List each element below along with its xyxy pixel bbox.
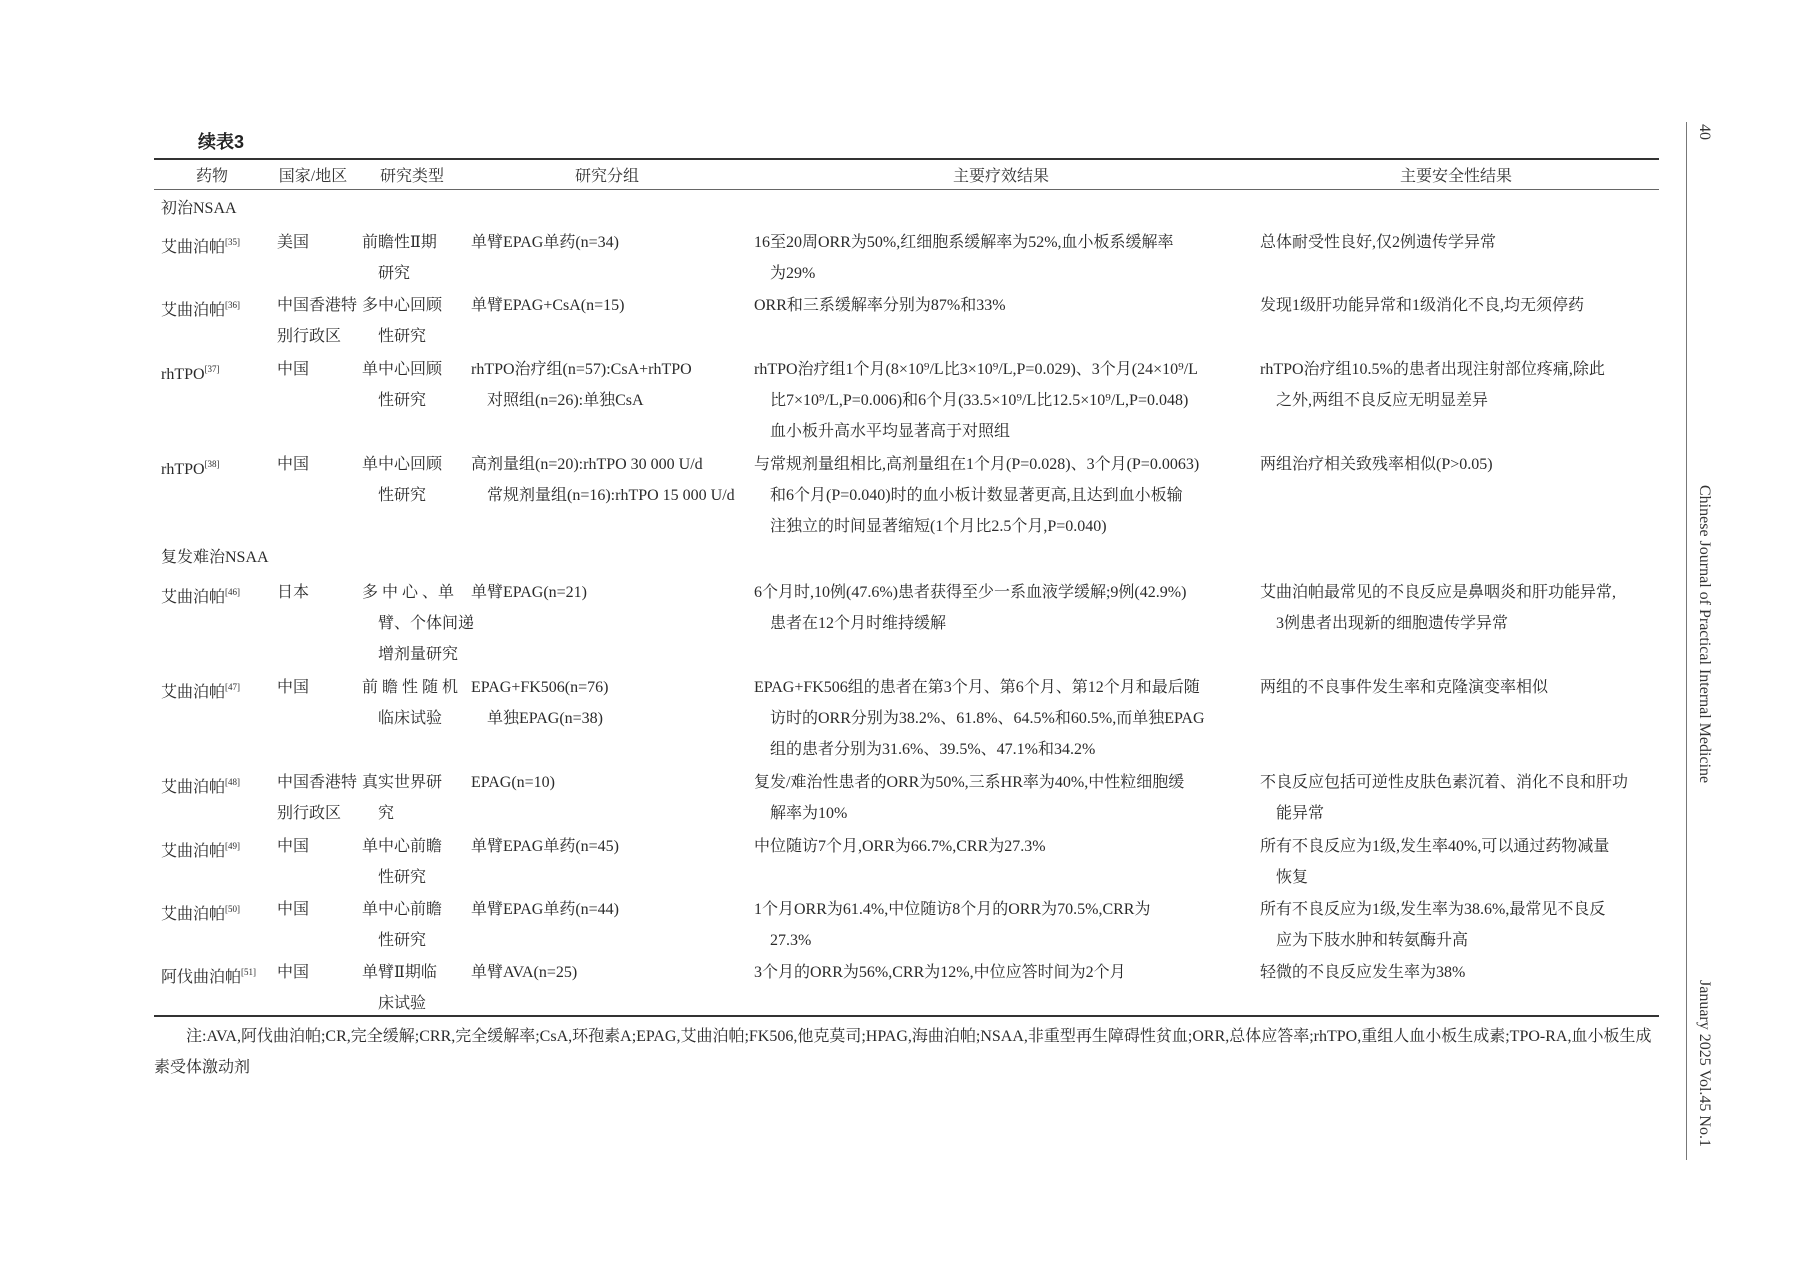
drug-cell [161, 354, 220, 390]
country-line: 日本 [277, 584, 310, 601]
safety-line: 两组的不良事件发生率和克隆演变率相似 [1260, 679, 1549, 696]
safety-cell [1260, 767, 1628, 829]
type-line: 究 [378, 805, 395, 822]
drug-name: 艾曲泊帕 [161, 906, 226, 923]
type-cell [362, 957, 437, 1019]
country-cell [277, 354, 309, 385]
country-line: 中国 [277, 679, 310, 696]
group-line: EPAG(n=10) [471, 774, 555, 791]
type-line: 臂、个体间递 [378, 615, 475, 632]
efficacy-line: 解率为10% [770, 805, 848, 822]
reference-number: [46] [225, 587, 241, 597]
efficacy-line: 为29% [770, 265, 816, 282]
group-cell [471, 290, 624, 321]
type-cell [362, 290, 442, 352]
group-cell [471, 894, 619, 925]
group-line: 单臂EPAG单药(n=34) [471, 234, 619, 251]
safety-line: 艾曲泊帕最常见的不良反应是鼻咽炎和肝功能异常, [1260, 584, 1617, 601]
table-bottom-rule [154, 1015, 1659, 1017]
safety-line: 总体耐受性良好,仅2例遗传学异常 [1260, 234, 1497, 251]
efficacy-line: 血小板升高水平均显著高于对照组 [770, 423, 1011, 440]
header-country: 国家/地区 [278, 168, 348, 185]
reference-number: [36] [225, 300, 241, 310]
type-cell [362, 831, 442, 893]
country-cell [277, 894, 309, 925]
group-line: 单臂EPAG单药(n=44) [471, 901, 619, 918]
safety-line: 轻微的不良反应发生率为38% [1260, 964, 1466, 981]
efficacy-line: 比7×10⁹/L,P=0.006)和6个月(33.5×10⁹/L比12.5×10⁹/L,P=0.048) [770, 392, 1189, 409]
efficacy-cell [754, 957, 1126, 988]
reference-number: [47] [225, 682, 241, 692]
efficacy-line: 访时的ORR分别为38.2%、61.8%、64.5%和60.5%,而单独EPAG [770, 710, 1205, 727]
header-efficacy: 主要疗效结果 [952, 168, 1050, 185]
type-cell [362, 894, 442, 956]
reference-number: [48] [225, 777, 241, 787]
drug-name: 艾曲泊帕 [161, 239, 226, 256]
country-line: 中国 [277, 901, 310, 918]
group-cell [471, 767, 555, 798]
safety-line: 不良反应包括可逆性皮肤色素沉着、消化不良和肝功 [1260, 774, 1629, 791]
reference-number: [49] [225, 841, 241, 851]
safety-cell [1260, 577, 1616, 639]
efficacy-line: 27.3% [770, 932, 812, 949]
drug-cell [161, 449, 220, 485]
page-number: 40 [1696, 124, 1713, 140]
group-cell [471, 449, 735, 511]
drug-cell [161, 957, 256, 993]
safety-line: 应为下肢水肿和转氨酶升高 [1276, 932, 1469, 949]
drug-cell [161, 767, 240, 803]
drug-cell [161, 672, 240, 708]
safety-line: 发现1级肝功能异常和1级消化不良,均无须停药 [1260, 297, 1585, 314]
safety-cell [1260, 672, 1548, 703]
header-study-group: 研究分组 [574, 168, 640, 185]
drug-name: 艾曲泊帕 [161, 302, 226, 319]
reference-number: [51] [241, 967, 257, 977]
group-cell [471, 831, 619, 862]
drug-name: rhTPO [161, 366, 205, 383]
country-line: 中国 [277, 456, 310, 473]
drug-name: 艾曲泊帕 [161, 779, 226, 796]
efficacy-line: ORR和三系缓解率分别为87%和33% [754, 297, 1006, 314]
margin-rule [1686, 122, 1687, 1160]
type-line: 多中心回顾 [362, 297, 443, 314]
section-refractory-nsaa: 复发难治NSAA [161, 549, 269, 566]
group-cell [471, 577, 587, 608]
header-drug: 药物 [195, 168, 229, 185]
type-line: 多 中 心 、单 [362, 584, 455, 601]
country-cell [277, 577, 309, 608]
reference-number: [50] [225, 904, 241, 914]
country-line: 中国香港特 [277, 774, 358, 791]
safety-line: 恢复 [1276, 869, 1309, 886]
efficacy-cell [754, 290, 1006, 321]
country-cell [277, 227, 309, 258]
safety-cell [1260, 449, 1493, 480]
country-cell [277, 290, 357, 352]
group-line: EPAG+FK506(n=76) [471, 679, 609, 696]
type-line: 床试验 [378, 995, 427, 1012]
country-cell [277, 449, 309, 480]
safety-line: 之外,两组不良反应无明显差异 [1276, 392, 1489, 409]
header-study-type: 研究类型 [379, 168, 445, 185]
group-line: rhTPO治疗组(n=57):CsA+rhTPO [471, 361, 692, 378]
reference-number: [38] [204, 459, 220, 469]
type-cell [362, 227, 437, 289]
safety-cell [1260, 831, 1609, 893]
type-line: 单中心回顾 [362, 361, 443, 378]
efficacy-line: 组的患者分别为31.6%、39.5%、47.1%和34.2% [770, 741, 1096, 758]
efficacy-line: EPAG+FK506组的患者在第3个月、第6个月、第12个月和最后随 [754, 679, 1200, 696]
group-line: 单臂EPAG+CsA(n=15) [471, 297, 625, 314]
drug-name: 阿伐曲泊帕 [161, 969, 242, 986]
type-cell [362, 577, 474, 670]
type-line: 研究 [378, 265, 411, 282]
efficacy-cell [754, 894, 1150, 956]
efficacy-cell [754, 672, 1205, 765]
type-line: 前 瞻 性 随 机 [362, 679, 459, 696]
drug-name: rhTPO [161, 461, 205, 478]
drug-cell [161, 831, 240, 867]
country-line: 中国 [277, 964, 310, 981]
efficacy-line: 1个月ORR为61.4%,中位随访8个月的ORR为70.5%,CRR为 [754, 901, 1151, 918]
type-line: 单中心前瞻 [362, 901, 443, 918]
drug-name: 艾曲泊帕 [161, 843, 226, 860]
safety-cell [1260, 290, 1584, 321]
type-line: 增剂量研究 [378, 646, 459, 663]
group-line: 高剂量组(n=20):rhTPO 30 000 U/d [471, 456, 703, 473]
drug-cell [161, 894, 240, 930]
journal-name: Chinese Journal of Practical Internal Medicine [1696, 485, 1713, 784]
safety-cell [1260, 957, 1465, 988]
drug-cell [161, 577, 240, 613]
type-line: 单中心前瞻 [362, 838, 443, 855]
safety-line: 两组治疗相关致残率相似(P>0.05) [1260, 456, 1493, 473]
drug-cell [161, 290, 240, 326]
safety-cell [1260, 894, 1605, 956]
country-line: 别行政区 [277, 805, 342, 822]
type-cell [362, 767, 442, 829]
country-line: 中国 [277, 838, 310, 855]
efficacy-line: 患者在12个月时维持缓解 [770, 615, 947, 632]
group-cell [471, 227, 619, 258]
type-line: 真实世界研 [362, 774, 443, 791]
country-cell [277, 767, 357, 829]
efficacy-cell [754, 227, 1174, 289]
type-line: 性研究 [378, 392, 427, 409]
efficacy-line: 和6个月(P=0.040)时的血小板计数显著更高,且达到血小板输 [770, 487, 1183, 504]
safety-line: rhTPO治疗组10.5%的患者出现注射部位疼痛,除此 [1260, 361, 1605, 378]
reference-number: [37] [204, 364, 220, 374]
type-line: 单臂Ⅱ期临 [362, 964, 437, 981]
table-caption: 续表3 [198, 132, 245, 152]
type-cell [362, 672, 458, 734]
header-safety: 主要安全性结果 [1399, 168, 1513, 185]
efficacy-cell [754, 831, 1046, 862]
group-line: 常规剂量组(n=16):rhTPO 15 000 U/d [487, 487, 735, 504]
type-cell [362, 354, 442, 416]
efficacy-cell [754, 577, 1186, 639]
type-line: 性研究 [378, 328, 427, 345]
efficacy-line: 注独立的时间显著缩短(1个月比2.5个月,P=0.040) [770, 518, 1107, 535]
efficacy-line: 中位随访7个月,ORR为66.7%,CRR为27.3% [754, 838, 1046, 855]
issue-info: January 2025 Vol.45 No.1 [1696, 980, 1713, 1147]
efficacy-line: 16至20周ORR为50%,红细胞系缓解率为52%,血小板系缓解率 [754, 234, 1174, 251]
group-cell [471, 354, 692, 416]
group-line: 单臂AVA(n=25) [471, 964, 578, 981]
efficacy-line: 6个月时,10例(47.6%)患者获得至少一系血液学缓解;9例(42.9%) [754, 584, 1187, 601]
drug-cell [161, 227, 240, 263]
country-line: 中国香港特 [277, 297, 358, 314]
country-cell [277, 957, 309, 988]
group-line: 单臂EPAG(n=21) [471, 584, 587, 601]
drug-name: 艾曲泊帕 [161, 684, 226, 701]
table-top-rule [154, 158, 1659, 160]
efficacy-cell [754, 354, 1198, 447]
efficacy-line: 复发/难治性患者的ORR为50%,三系HR率为40%,中性粒细胞缓 [754, 774, 1185, 791]
reference-number: [35] [225, 237, 241, 247]
safety-cell [1260, 354, 1605, 416]
group-line: 单独EPAG(n=38) [487, 710, 603, 727]
group-line: 对照组(n=26):单独CsA [487, 392, 644, 409]
type-line: 临床试验 [378, 710, 443, 727]
efficacy-cell [754, 449, 1199, 542]
country-line: 中国 [277, 361, 310, 378]
efficacy-line: 3个月的ORR为56%,CRR为12%,中位应答时间为2个月 [754, 964, 1126, 981]
safety-line: 所有不良反应为1级,发生率为38.6%,最常见不良反 [1260, 901, 1606, 918]
table-header-rule [154, 189, 1659, 190]
country-cell [277, 831, 309, 862]
efficacy-line: 与常规剂量组相比,高剂量组在1个月(P=0.028)、3个月(P=0.0063) [754, 456, 1200, 473]
group-line: 单臂EPAG单药(n=45) [471, 838, 619, 855]
type-line: 性研究 [378, 869, 427, 886]
group-cell [471, 957, 577, 988]
efficacy-line: rhTPO治疗组1个月(8×10⁹/L比3×10⁹/L,P=0.029)、3个月(24×10⁹/L [754, 361, 1198, 378]
type-line: 单中心回顾 [362, 456, 443, 473]
table-footnote: 注:AVA,阿伐曲泊帕;CR,完全缓解;CRR,完全缓解率;CsA,环孢素A;EPAG,艾曲泊帕;FK506,他克莫司;HPAG,海曲泊帕;NSAA,非重型再生障碍性贫血;ORR,总体应答率;rhTPO,重组人血小板生成素;TPO-RA,血小板生成素受体激动剂 [154, 1028, 1652, 1076]
safety-cell [1260, 227, 1496, 258]
safety-line: 3例患者出现新的细胞遗传学异常 [1276, 615, 1509, 632]
section-initial-nsaa: 初治NSAA [161, 200, 237, 217]
efficacy-cell [754, 767, 1184, 829]
type-cell [362, 449, 442, 511]
country-line: 别行政区 [277, 328, 342, 345]
country-line: 美国 [277, 234, 310, 251]
type-line: 性研究 [378, 932, 427, 949]
country-cell [277, 672, 309, 703]
drug-name: 艾曲泊帕 [161, 589, 226, 606]
group-cell [471, 672, 608, 734]
type-line: 性研究 [378, 487, 427, 504]
safety-line: 能异常 [1276, 805, 1325, 822]
safety-line: 所有不良反应为1级,发生率40%,可以通过药物减量 [1260, 838, 1610, 855]
type-line: 前瞻性Ⅱ期 [362, 234, 437, 251]
